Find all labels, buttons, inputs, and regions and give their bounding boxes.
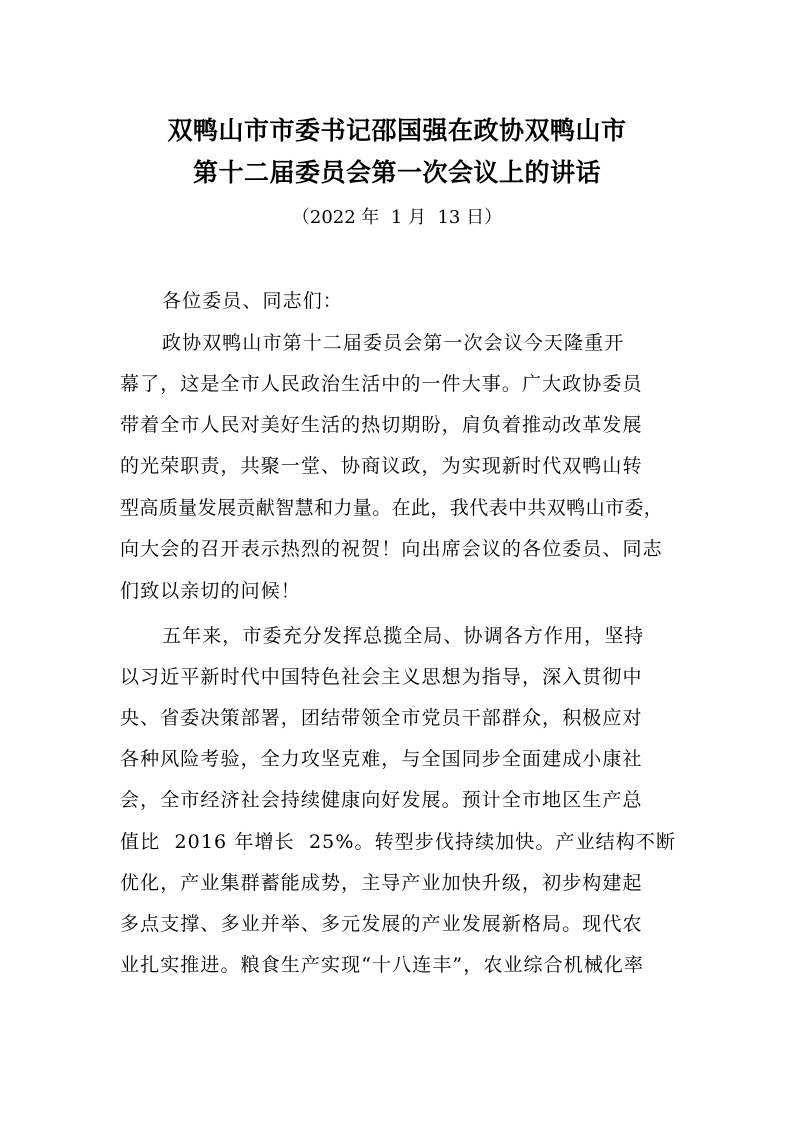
body-line: 政协双鸭山市第十二届委员会第一次会议今天隆重开 <box>162 332 625 354</box>
body-line: 优化，产业集群蓄能成势，主导产业加快升级，初步构建起 <box>120 872 643 894</box>
salutation: 各位委员、同志们： <box>162 290 343 312</box>
body-line: 多点支撑、多业并举、多元发展的产业发展新格局。现代农 <box>120 913 643 935</box>
body-line: 型高质量发展贡献智慧和力量。在此，我代表中共双鸭山市委， <box>120 497 664 519</box>
body-line: 会，全市经济社会持续健康向好发展。预计全市地区生产总 <box>120 789 643 811</box>
body-line: 幕了，这是全市人民政治生活中的一件大事。广大政协委员 <box>120 373 643 395</box>
body-line: 各种风险考验，全力攻坚克难，与全国同步全面建成小康社 <box>120 748 643 770</box>
body-line: 带着全市人民对美好生活的热切期盼，肩负着推动改革发展 <box>120 414 643 436</box>
body-line: 业扎实推进。粮食生产实现“十八连丰”，农业综合机械化率 <box>120 954 645 976</box>
speech-title-line-1: 双鸭山市市委书记邵国强在政协双鸭山市 <box>167 116 627 145</box>
body-line: 们致以亲切的问候！ <box>120 580 301 602</box>
speech-title-line-2: 第十二届委员会第一次会议上的讲话 <box>192 158 601 187</box>
body-line: 值比 2016 年增长 25%。转型步伐持续加快。产业结构不断 <box>120 831 677 853</box>
body-line: 向大会的召开表示热烈的祝贺！向出席会议的各位委员、同志 <box>120 538 663 560</box>
body-line: 五年来，市委充分发挥总揽全局、协调各方作用，坚持 <box>162 625 645 647</box>
body-line: 央、省委决策部署，团结带领全市党员干部群众，积极应对 <box>120 707 643 729</box>
body-line: 以习近平新时代中国特色社会主义思想为指导，深入贯彻中 <box>120 666 643 688</box>
speech-date: （2022 年 1 月 13 日） <box>291 207 503 228</box>
body-line: 的光荣职责，共聚一堂、协商议政，为实现新时代双鸭山转 <box>120 455 643 477</box>
